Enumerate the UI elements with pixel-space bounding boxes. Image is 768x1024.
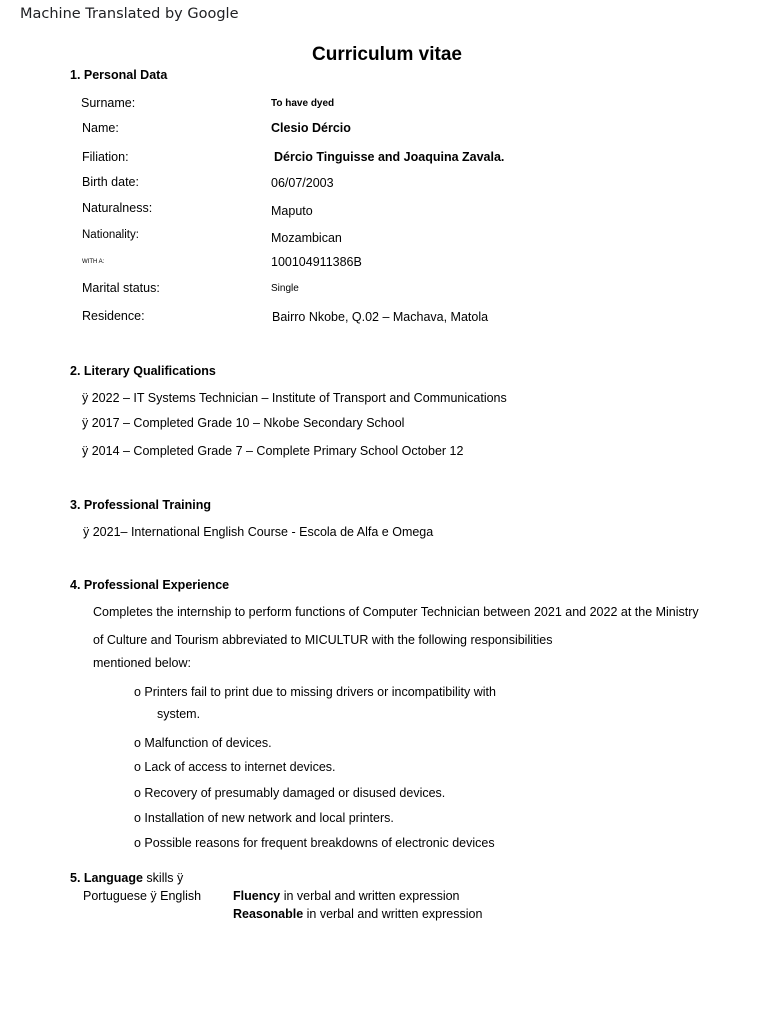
value-surname: To have dyed — [271, 98, 335, 109]
language-level: Reasonable — [233, 907, 304, 921]
label-nationality: Nationality: — [82, 229, 139, 241]
list-item: o Possible reasons for frequent breakdowns of electronic devices — [134, 836, 495, 850]
list-item: o Lack of access to internet devices. — [134, 760, 336, 774]
section-heading-language-bold: 5. Language — [70, 871, 143, 885]
section-heading-professional-training: 3. Professional Training — [70, 498, 212, 512]
experience-intro-line: Completes the internship to perform functions of Computer Technician between 2021 and 2022 at the Ministry — [93, 605, 699, 619]
list-item-continuation: system. — [157, 707, 201, 721]
label-surname: Surname: — [81, 96, 136, 110]
label-birth-date: Birth date: — [82, 175, 139, 189]
label-id: WITH A: — [82, 259, 105, 265]
language-level-desc: in verbal and written expression — [303, 907, 483, 921]
list-item: ÿ 2021– International English Course - Escola de Alfa e Omega — [83, 525, 434, 539]
label-naturalness: Naturalness: — [82, 201, 153, 215]
page-title: Curriculum vitae — [312, 44, 462, 65]
language-level-row — [233, 907, 482, 921]
label-name: Name: — [82, 121, 119, 135]
translation-banner: Machine Translated by Google — [20, 6, 239, 22]
section-heading-professional-experience: 4. Professional Experience — [70, 578, 230, 592]
value-birth-date: 06/07/2003 — [271, 176, 334, 190]
list-item: o Malfunction of devices. — [134, 736, 272, 750]
list-item: o Recovery of presumably damaged or disused devices. — [134, 786, 446, 800]
value-filiation: Dércio Tinguisse and Joaquina Zavala. — [274, 150, 505, 164]
label-filiation: Filiation: — [82, 150, 129, 164]
language-level: Fluency — [233, 889, 281, 903]
list-item: ÿ 2014 – Completed Grade 7 – Complete Primary School October 12 — [82, 444, 464, 458]
section-heading-language-skills — [70, 871, 183, 885]
label-residence: Residence: — [82, 309, 145, 323]
list-item: ÿ 2022 – IT Systems Technician – Institute of Transport and Communications — [82, 391, 507, 405]
section-heading-language-rest: skills ÿ — [142, 871, 184, 885]
label-marital-status: Marital status: — [82, 281, 160, 295]
list-item: ÿ 2017 – Completed Grade 10 – Nkobe Secondary School — [82, 416, 405, 430]
language-list: Portuguese ÿ English — [83, 889, 202, 903]
value-id: 100104911386B — [271, 255, 362, 269]
value-naturalness: Maputo — [271, 204, 313, 218]
language-level-desc: in verbal and written expression — [280, 889, 460, 903]
value-nationality: Mozambican — [271, 231, 342, 245]
value-marital-status: Single — [271, 283, 299, 294]
language-level-row — [233, 889, 460, 903]
list-item: o Installation of new network and local printers. — [134, 811, 394, 825]
value-name: Clesio Dércio — [271, 121, 351, 135]
list-item: o Printers fail to print due to missing drivers or incompatibility with — [134, 685, 496, 699]
section-heading-personal-data: 1. Personal Data — [70, 68, 168, 82]
experience-intro-line: of Culture and Tourism abbreviated to MICULTUR with the following responsibilities — [93, 633, 553, 647]
experience-intro-line: mentioned below: — [93, 656, 191, 670]
value-residence: Bairro Nkobe, Q.02 – Machava, Matola — [272, 310, 489, 324]
section-heading-literary-qualifications: 2. Literary Qualifications — [70, 364, 216, 378]
